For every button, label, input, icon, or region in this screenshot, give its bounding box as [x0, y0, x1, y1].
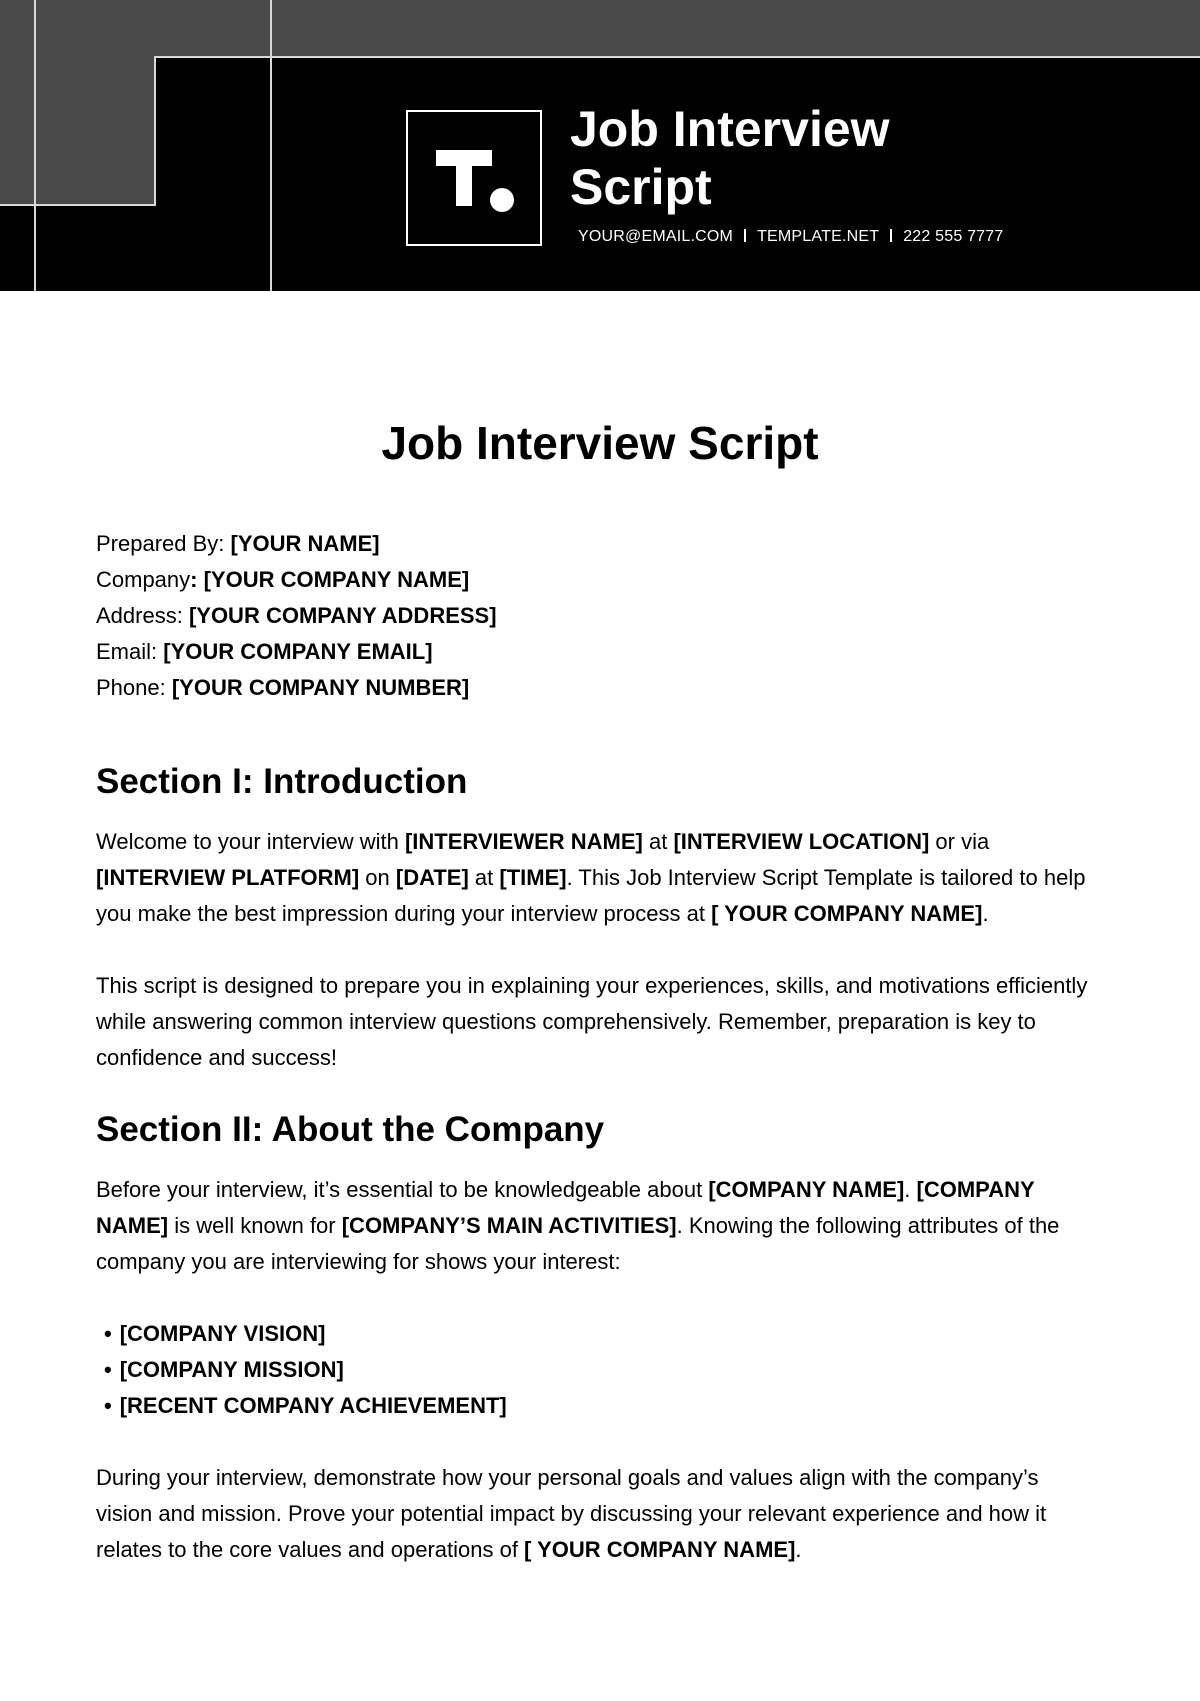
banner-decor-notch: [156, 58, 272, 204]
contact-separator: [744, 229, 746, 242]
banner-title: [570, 100, 990, 216]
section-2-paragraph-1: Before your interview, it’s essential to be knowledgeable about [COMPANY NAME]. [COMPANY NAME] is well known for [COMPANY’S MAIN ACTIVITIES]. Knowing the following attributes of the company you are interviewing for shows your interest:: [96, 1177, 1060, 1274]
banner-title-line: Script: [570, 159, 712, 215]
section-2-heading: Section II: About the Company: [96, 1110, 605, 1149]
list-item: • [COMPANY VISION]: [104, 1316, 1096, 1352]
contact-website: TEMPLATE.NET: [757, 228, 880, 245]
section-1-paragraph-1: Welcome to your interview with [INTERVIEWER NAME] at [INTERVIEW LOCATION] or via [INTERVIEW PLATFORM] on [DATE] at [TIME]. This Job Interview Script Template is tailored to help you make the best impression during your interview process at [ YOUR COMPANY NAME].: [96, 829, 1086, 926]
section-2-paragraph-2: During your interview, demonstrate how your personal goals and values align with the company’s vision and mission. Prove your potential impact by discussing your relevant experience and how it relates to the core values and operations of [ YOUR COMPANY NAME].: [96, 1465, 1047, 1562]
banner-decor-line: [154, 56, 1200, 58]
contact-line: [578, 228, 1003, 246]
document-body: [96, 410, 1096, 1568]
section-1-heading: Section I: Introduction: [96, 762, 468, 801]
banner-decor-strip: [272, 0, 1200, 57]
document-title: Job Interview Script: [381, 417, 819, 469]
info-address: Address: [YOUR COMPANY ADDRESS]: [96, 603, 497, 628]
contact-separator: [890, 229, 892, 242]
header-banner: [0, 0, 1200, 291]
info-phone: Phone: [YOUR COMPANY NUMBER]: [96, 675, 470, 700]
contact-email: YOUR@EMAIL.COM: [578, 228, 734, 245]
list-item: • [COMPANY MISSION]: [104, 1352, 1096, 1388]
banner-decor-line: [154, 56, 156, 206]
list-item: • [RECENT COMPANY ACHIEVEMENT]: [104, 1388, 1096, 1424]
info-block: [96, 526, 1096, 706]
banner-decor-line: [34, 0, 36, 291]
section-1-paragraph-2: This script is designed to prepare you in explaining your experiences, skills, and motivations efficiently while answering common interview questions comprehensively. Remember, preparation is key to confidence and success!: [96, 973, 1088, 1070]
contact-phone: 222 555 7777: [903, 228, 1004, 245]
banner-title-line: Job Interview: [570, 101, 890, 157]
info-company: Company: [YOUR COMPANY NAME]: [96, 567, 470, 592]
template-net-t-logo-icon: [406, 110, 542, 246]
banner-decor-line: [0, 204, 156, 206]
info-prepared-by: Prepared By: [YOUR NAME]: [96, 531, 380, 556]
banner-decor-line: [270, 0, 272, 291]
info-email: Email: [YOUR COMPANY EMAIL]: [96, 639, 433, 664]
company-attributes-list: [96, 1316, 1096, 1424]
